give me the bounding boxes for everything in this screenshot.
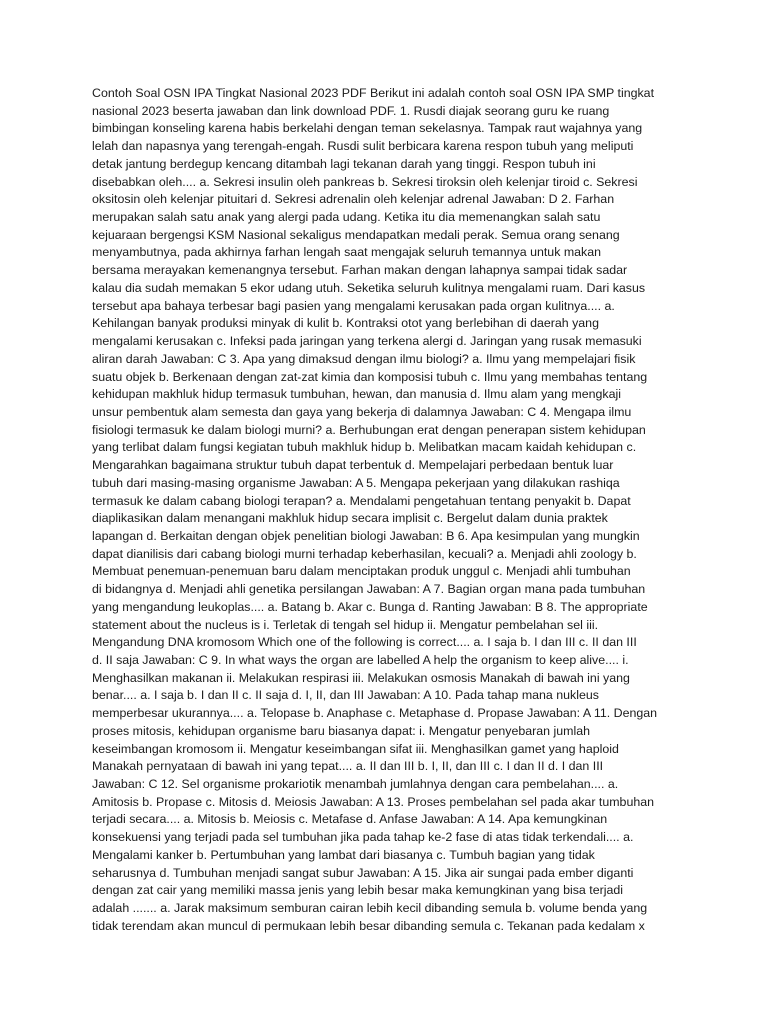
document-text <box>92 85 684 936</box>
text-line: Menghasilkan makanan ii. Melakukan respirasi iii. Melakukan osmosis Manakah di bawah ini yang <box>92 670 630 685</box>
text-line: detak jantung berdegup kencang ditambah lagi tekanan darah yang tinggi. Respon tubuh ini <box>92 156 596 171</box>
text-line: lelah dan napasnya yang terengah-engah. Rusdi sulit berbicara karena respon tubuh yang meliputi <box>92 139 634 154</box>
text-line: benar.... a. I saja b. I dan II c. II saja d. I, II, dan III Jawaban: A 10. Pada tahap mana nukleus <box>92 688 599 703</box>
text-line: termasuk ke dalam cabang biologi terapan? a. Mendalami pengetahuan tentang penyakit b. Dapat <box>92 493 631 508</box>
text-line: kejuaraan bergengsi KSM Nasional sekaligus mendapatkan medali perak. Semua orang senang <box>92 227 620 242</box>
text-line: Amitosis b. Propase c. Mitosis d. Meiosis Jawaban: A 13. Proses pembelahan sel pada akar tumbuhan <box>92 794 655 809</box>
text-line: kalau dia sudah memakan 5 ekor udang utuh. Seketika seluruh kulitnya mengalami ruam. Dari kasus <box>92 280 646 295</box>
text-line: fisiologi termasuk ke dalam biologi murni? a. Berhubungan erat dengan penerapan sistem kehidupan <box>92 422 646 437</box>
text-line: di bidangnya d. Menjadi ahli genetika persilangan Jawaban: A 7. Bagian organ mana pada tumbuhan <box>92 582 646 597</box>
text-line: nasional 2023 beserta jawaban dan link download PDF. 1. Rusdi diajak seorang guru ke ruang <box>92 103 610 118</box>
text-line: statement about the nucleus is i. Terletak di tengah sel hidup ii. Mengatur pembelahan sel iii. <box>92 617 599 632</box>
text-line: seharusnya d. Tumbuhan menjadi sangat subur Jawaban: A 15. Jika air sungai pada ember diganti <box>92 865 634 880</box>
text-line: keseimbangan kromosom ii. Mengatur keseimbangan sifat iii. Menghasilkan gamet yang haploid <box>92 741 619 756</box>
text-line: menyambutnya, pada akhirnya farhan lengah saat mengajak seluruh temannya untuk makan <box>92 245 602 260</box>
text-line: suatu objek b. Berkenaan dengan zat-zat kimia dan komposisi tubuh c. Ilmu yang membahas tentang <box>92 369 648 384</box>
text-line: Membuat penemuan-penemuan baru dalam menciptakan produk unggul c. Menjadi ahli tumbuhan <box>92 564 631 579</box>
text-line: bersama merayakan kemenangnya tersebut. Farhan makan dengan lahapnya sampai tidak sadar <box>92 263 628 278</box>
text-line: konsekuensi yang terjadi pada sel tumbuhan jika pada tahap ke-2 fase di atas tidak terkendali.... a. <box>92 830 634 845</box>
text-line: yang mengandung leukoplas.... a. Batang b. Akar c. Bunga d. Ranting Jawaban: B 8. The appropriate <box>92 599 648 614</box>
text-line: bimbingan konseling karena habis berkelahi dengan teman sekelasnya. Tampak raut wajahnya yang <box>92 121 643 136</box>
text-line: tubuh dari masing-masing organisme Jawaban: A 5. Mengapa pekerjaan yang dilakukan rashiqa <box>92 475 620 490</box>
text-line: tidak terendam akan muncul di permukaan lebih besar dibanding semula c. Tekanan pada kedalam x <box>92 918 645 933</box>
text-line: d. II saja Jawaban: C 9. In what ways the organ are labelled A help the organism to keep alive.... i. <box>92 653 629 667</box>
text-line: adalah ....... a. Jarak maksimum semburan cairan lebih kecil dibanding semula b. volume benda yang <box>92 901 648 916</box>
text-line: Mengalami kanker b. Pertumbuhan yang lambat dari biasanya c. Tumbuh bagian yang tidak <box>92 847 595 862</box>
text-line: tersebut apa bahaya terbesar bagi pasien yang mengalami kerusakan pada organ kulitnya.... a. <box>92 298 615 313</box>
text-line: Kehilangan banyak produksi minyak di kulit b. Kontraksi otot yang berlebihan di daerah yang <box>92 316 599 331</box>
text-line: Jawaban: C 12. Sel organisme prokariotik menambah jumlahnya dengan cara pembelahan.... a. <box>92 777 619 792</box>
text-line: terjadi secara.... a. Mitosis b. Meiosis c. Metafase d. Anfase Jawaban: A 14. Apa kemungkinan <box>92 812 608 827</box>
text-line: unsur pembentuk alam semesta dan gaya yang bekerja di dalamnya Jawaban: C 4. Mengapa ilmu <box>92 404 632 419</box>
text-line: aliran darah Jawaban: C 3. Apa yang dimaksud dengan ilmu biologi? a. Ilmu yang mempelajari fisik <box>92 351 636 366</box>
text-line: mengalami kerusakan c. Infeksi pada jaringan yang terkena alergi d. Jaringan yang rusak memasuki <box>92 334 642 349</box>
text-line: Manakah pernyataan di bawah ini yang tepat.... a. II dan III b. I, II, dan III c. I dan II d. I dan III <box>92 759 604 774</box>
text-line: kehidupan makhluk hidup termasuk tumbuhan, hewan, dan manusia d. Ilmu alam yang mengkaji <box>92 387 621 402</box>
text-line: oksitosin oleh kelenjar pituitari d. Sekresi adrenalin oleh kelenjar adrenal Jawaban: D 2. Farhan <box>92 192 615 207</box>
text-line: lapangan d. Berkaitan dengan objek penelitian biologi Jawaban: B 6. Apa kesimpulan yang mungkin <box>92 528 640 543</box>
text-line: Contoh Soal OSN IPA Tingkat Nasional 2023 PDF Berikut ini adalah contoh soal OSN IPA SMP tingkat <box>92 86 655 100</box>
text-line: Mengandung DNA kromosom Which one of the following is correct.... a. I saja b. I dan III c. II dan III <box>92 635 637 650</box>
text-line: diaplikasikan dalam menangani makhluk hidup secara implisit c. Bergelut dalam dunia praktek <box>92 511 608 526</box>
text-line: proses mitosis, kehidupan organisme baru biasanya dapat: i. Mengatur penyebaran jumlah <box>92 723 590 738</box>
text-line: merupakan salah satu anak yang alergi pada udang. Ketika itu dia memenangkan salah satu <box>92 210 601 225</box>
text-line: disebabkan oleh.... a. Sekresi insulin oleh pankreas b. Sekresi tiroksin oleh kelenjar tiroid c. Sekresi <box>92 174 638 189</box>
text-line: Mengarahkan bagaimana struktur tubuh dapat terbentuk d. Mempelajari perbedaan bentuk luar <box>92 458 614 473</box>
text-line: memperbesar ukurannya.... a. Telopase b. Anaphase c. Metaphase d. Propase Jawaban: A 11. Dengan <box>92 706 658 721</box>
text-line: yang terlibat dalam fungsi kegiatan tubuh makhluk hidup b. Melibatkan macam kaidah kehidupan c. <box>92 440 637 455</box>
text-line: dapat dianilisis dari cabang biologi murni terhadap keberhasilan, kecuali? a. Menjadi ahli zoology b. <box>92 546 637 561</box>
text-line: dengan zat cair yang memiliki massa jenis yang lebih besar maka kemungkinan yang bisa terjadi <box>92 883 624 898</box>
